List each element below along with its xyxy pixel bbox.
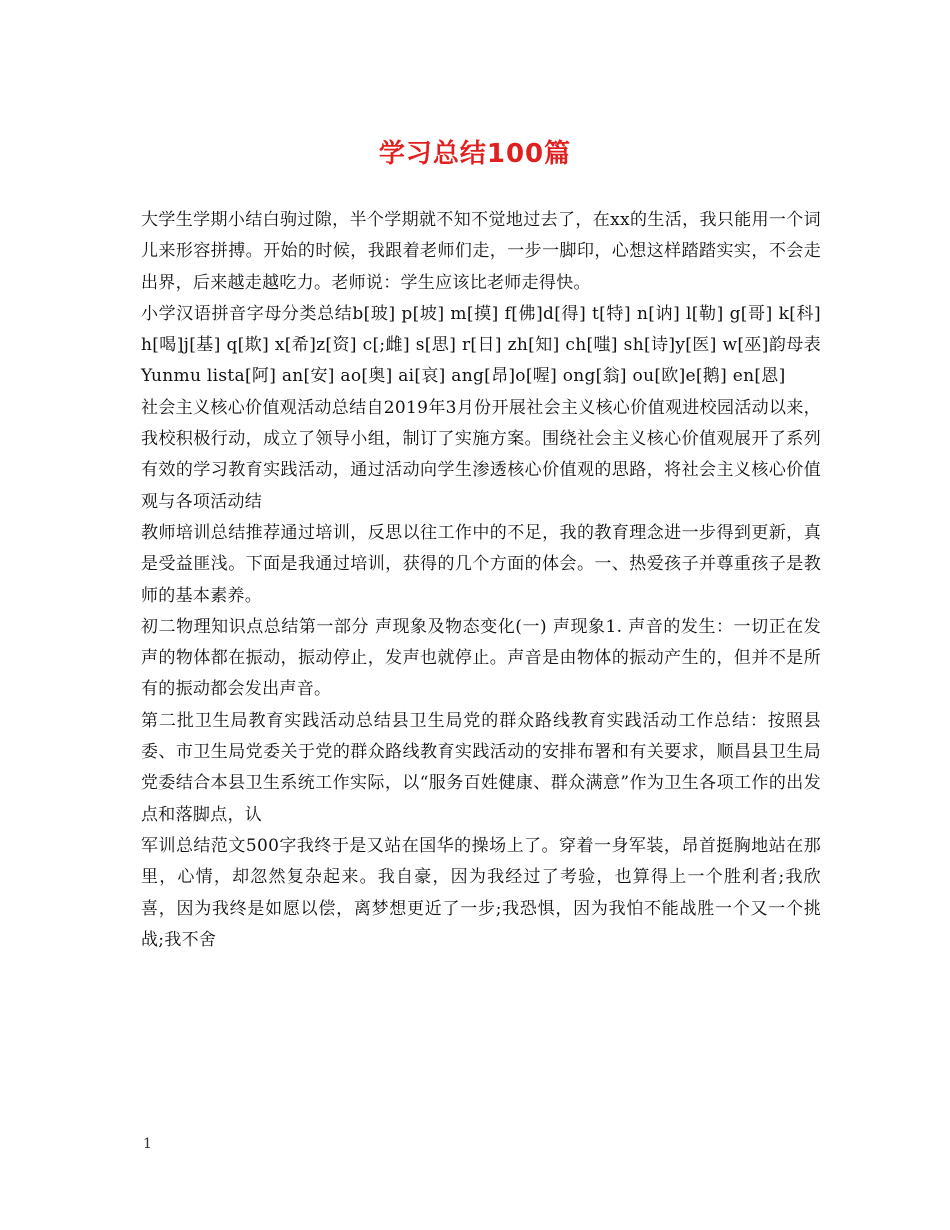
paragraph-health-bureau-summary: 第二批卫生局教育实践活动总结县卫生局党的群众路线教育实践活动工作总结：按照县委、市卫生局党委关于党的群众路线教育实践活动的安排布署和有关要求，顺昌县卫生局党委结合本县卫生系统工作实际，以“服务百姓健康、群众满意”作为卫生各项工作的出发点和落脚点，认: [141, 710, 821, 825]
page-number: 1: [143, 1136, 152, 1152]
paragraph-teacher-training-summary: 教师培训总结推荐通过培训，反思以往工作中的不足，我的教育理念进一步得到更新，真是受益匪浅。下面是我通过培训，获得的几个方面的体会。一、热爱孩子并尊重孩子是教师的基本素养。: [141, 522, 821, 606]
paragraph-semester-summary: 大学生学期小结白驹过隙，半个学期就不知不觉地过去了，在xx的生活，我只能用一个词儿来形容拼搏。开始的时候，我跟着老师们走，一步一脚印，心想这样踏踏实实，不会走出界，后来越走越吃力。老师说：学生应该比老师走得快。: [141, 210, 821, 293]
paragraph-pinyin-summary: 小学汉语拼音字母分类总结b[玻] p[坡] m[摸] f[佛]d[得] t[特] n[讷] l[勒] g[哥] k[科] h[喝]j[基] q[欺] x[希]z[资] c[;雌] s[思] r[日] zh[知] ch[嗤] sh[诗]y[医] w[巫]韵母表Yunmu lista[阿] an[安] ao[奥] ai[哀] ang[昂]o[喔] ong[翁] ou[欧]e[鹅] en[恩]: [141, 303, 821, 387]
document-body: [141, 205, 821, 956]
document-title: 学习总结100篇: [378, 139, 572, 169]
paragraph-physics-summary: 初二物理知识点总结第一部分 声现象及物态变化(一) 声现象1. 声音的发生：一切正在发声的物体都在振动，振动停止，发声也就停止。声音是由物体的振动产生的，但并不是所有的振动都会发出声音。: [141, 616, 821, 700]
paragraph-military-training-summary: 军训总结范文500字我终于是又站在国华的操场上了。穿着一身军装，昂首挺胸地站在那里，心情，却忽然复杂起来。我自豪，因为我经过了考验，也算得上一个胜利者;我欣喜，因为我终是如愿以偿，离梦想更近了一步;我恐惧，因为我怕不能战胜一个又一个挑战;我不舍: [141, 835, 821, 950]
paragraph-core-values-summary: 社会主义核心价值观活动总结自2019年3月份开展社会主义核心价值观进校园活动以来，我校积极行动，成立了领导小组，制订了实施方案。围绕社会主义核心价值观展开了系列有效的学习教育实践活动，通过活动向学生渗透核心价值观的思路，将社会主义核心价值观与各项活动结: [141, 397, 821, 512]
